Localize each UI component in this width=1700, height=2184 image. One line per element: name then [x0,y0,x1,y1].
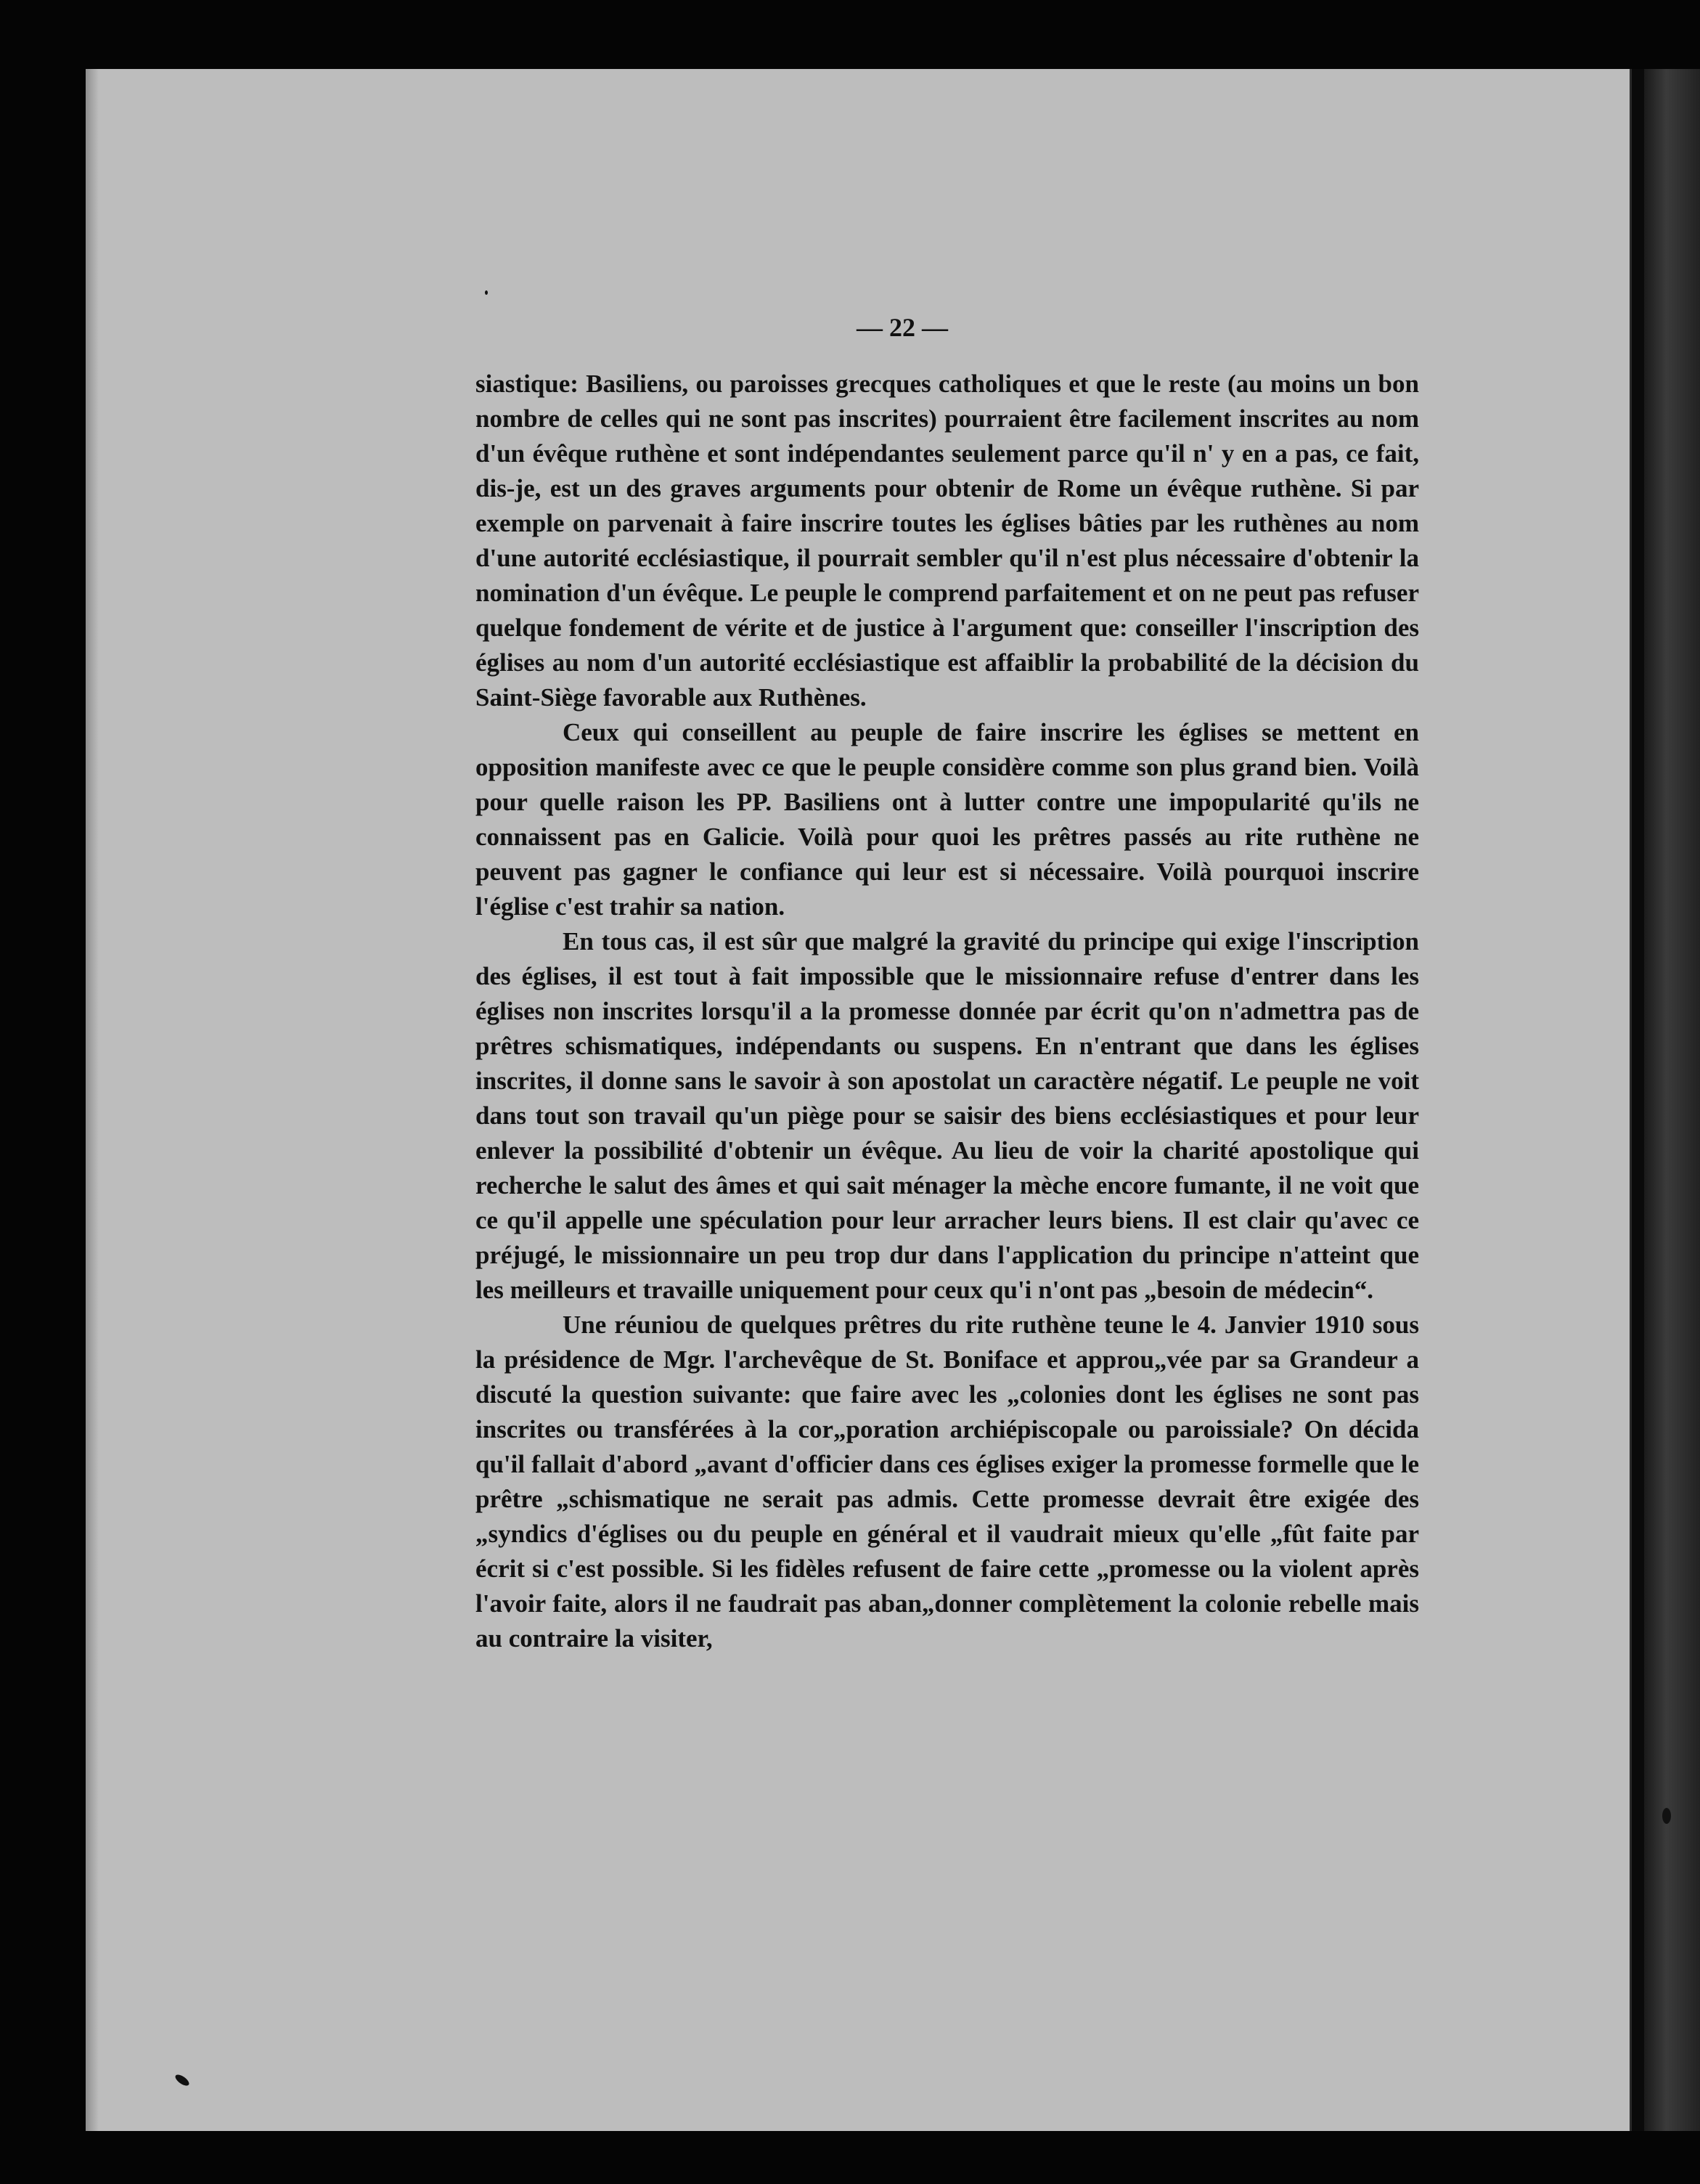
facing-page-sliver [1644,69,1700,2131]
page-number: — 22 — [857,313,948,342]
paragraph: En tous cas, il est sûr que malgré la gravité du principe qui exige l'inscription des églises, il est tout à fait impossible que le missionnaire refuse d'entrer dans les églises non inscrites lorsqu'il a la promesse donnée par écrit qu'on n'admettra pas de prêtres schismatiques, indépendants ou suspens. En n'entrant que dans les églises inscrites, il donne sans le savoir à son apostolat un caractère négatif. Le peuple ne voit dans tout son travail qu'un piège pour se saisir des biens ecclésiastiques et pour leur enlever la possibilité d'obtenir un évêque. Au lieu de voir la charité apostolique qui recherche le salut des âmes et qui sait ménager la mèche encore fumante, il ne voit que ce qu'il appelle une spéculation pour leur arracher leurs biens. Il est clair qu'avec ce préjugé, le missionnaire un peu trop dur dans l'application du principe n'atteint que les meilleurs et travaille uniquement pour ceux qu'i n'ont pas „besoin de médecin“. [475,927,1419,1304]
paragraph: Ceux qui conseillent au peuple de faire inscrire les églises se mettent en opposition manifeste avec ce que le peuple considère comme son plus grand bien. Voilà pour quelle raison les PP. Basiliens ont à lutter contre une impopularité qu'ils ne connaissent pas en Galicie. Voilà pour quoi les prêtres passés au rite ruthène ne peuvent pas gagner le confiance qui leur est si nécessaire. Voilà pourquoi inscrire l'église c'est trahir sa nation. [475,718,1419,921]
scan-speck [485,290,488,295]
scan-speck [1662,1808,1671,1824]
body-text [475,367,1419,1656]
page-gutter-shadow [86,69,99,2131]
paragraph: Une réuniou de quelques prêtres du rite ruthène teune le 4. Janvier 1910 sous la présidence de Mgr. l'archevêque de St. Boniface et approu„vée par sa Grandeur a discuté la question suivante: que faire avec les „colonies dont les églises ne sont pas inscrites ou transférées à la cor„poration archiépiscopale ou paroissiale? On décida qu'il fallait d'abord „avant d'officier dans ces églises exiger la promesse formelle que le prêtre „schismatique ne serait pas admis. Cette promesse devrait être exigée des „syndics d'églises ou du peuple en général et il vaudrait mieux qu'elle „fût faite par écrit si c'est possible. Si les fidèles refusent de faire cette „promesse ou la violent après l'avoir faite, alors il ne faudrait pas aban„donner complètement la colonie rebelle mais au contraire la visiter, [475,1311,1419,1653]
paragraph: siastique: Basiliens, ou paroisses grecques catholiques et que le reste (au moins un bon nombre de celles qui ne sont pas inscrites) pourraient être facilement inscrites au nom d'un évêque ruthène et sont indépendantes seulement parce qu'il n' y en a pas, ce fait, dis-je, est un des graves arguments pour obtenir de Rome un évêque ruthène. Si par exemple on parvenait à faire inscrire toutes les églises bâties par les ruthènes au nom d'une autorité ecclésiastique, il pourrait sembler qu'il n'est plus nécessaire d'obtenir la nomination d'un évêque. Le peuple le comprend parfaitement et on ne peut pas refuser quelque fondement de vérite et de justice à l'argument que: conseiller l'inscription des églises au nom d'un autorité ecclésiastique est affaiblir la probabilité de la décision du Saint-Siège favorable aux Ruthènes. [475,370,1419,712]
